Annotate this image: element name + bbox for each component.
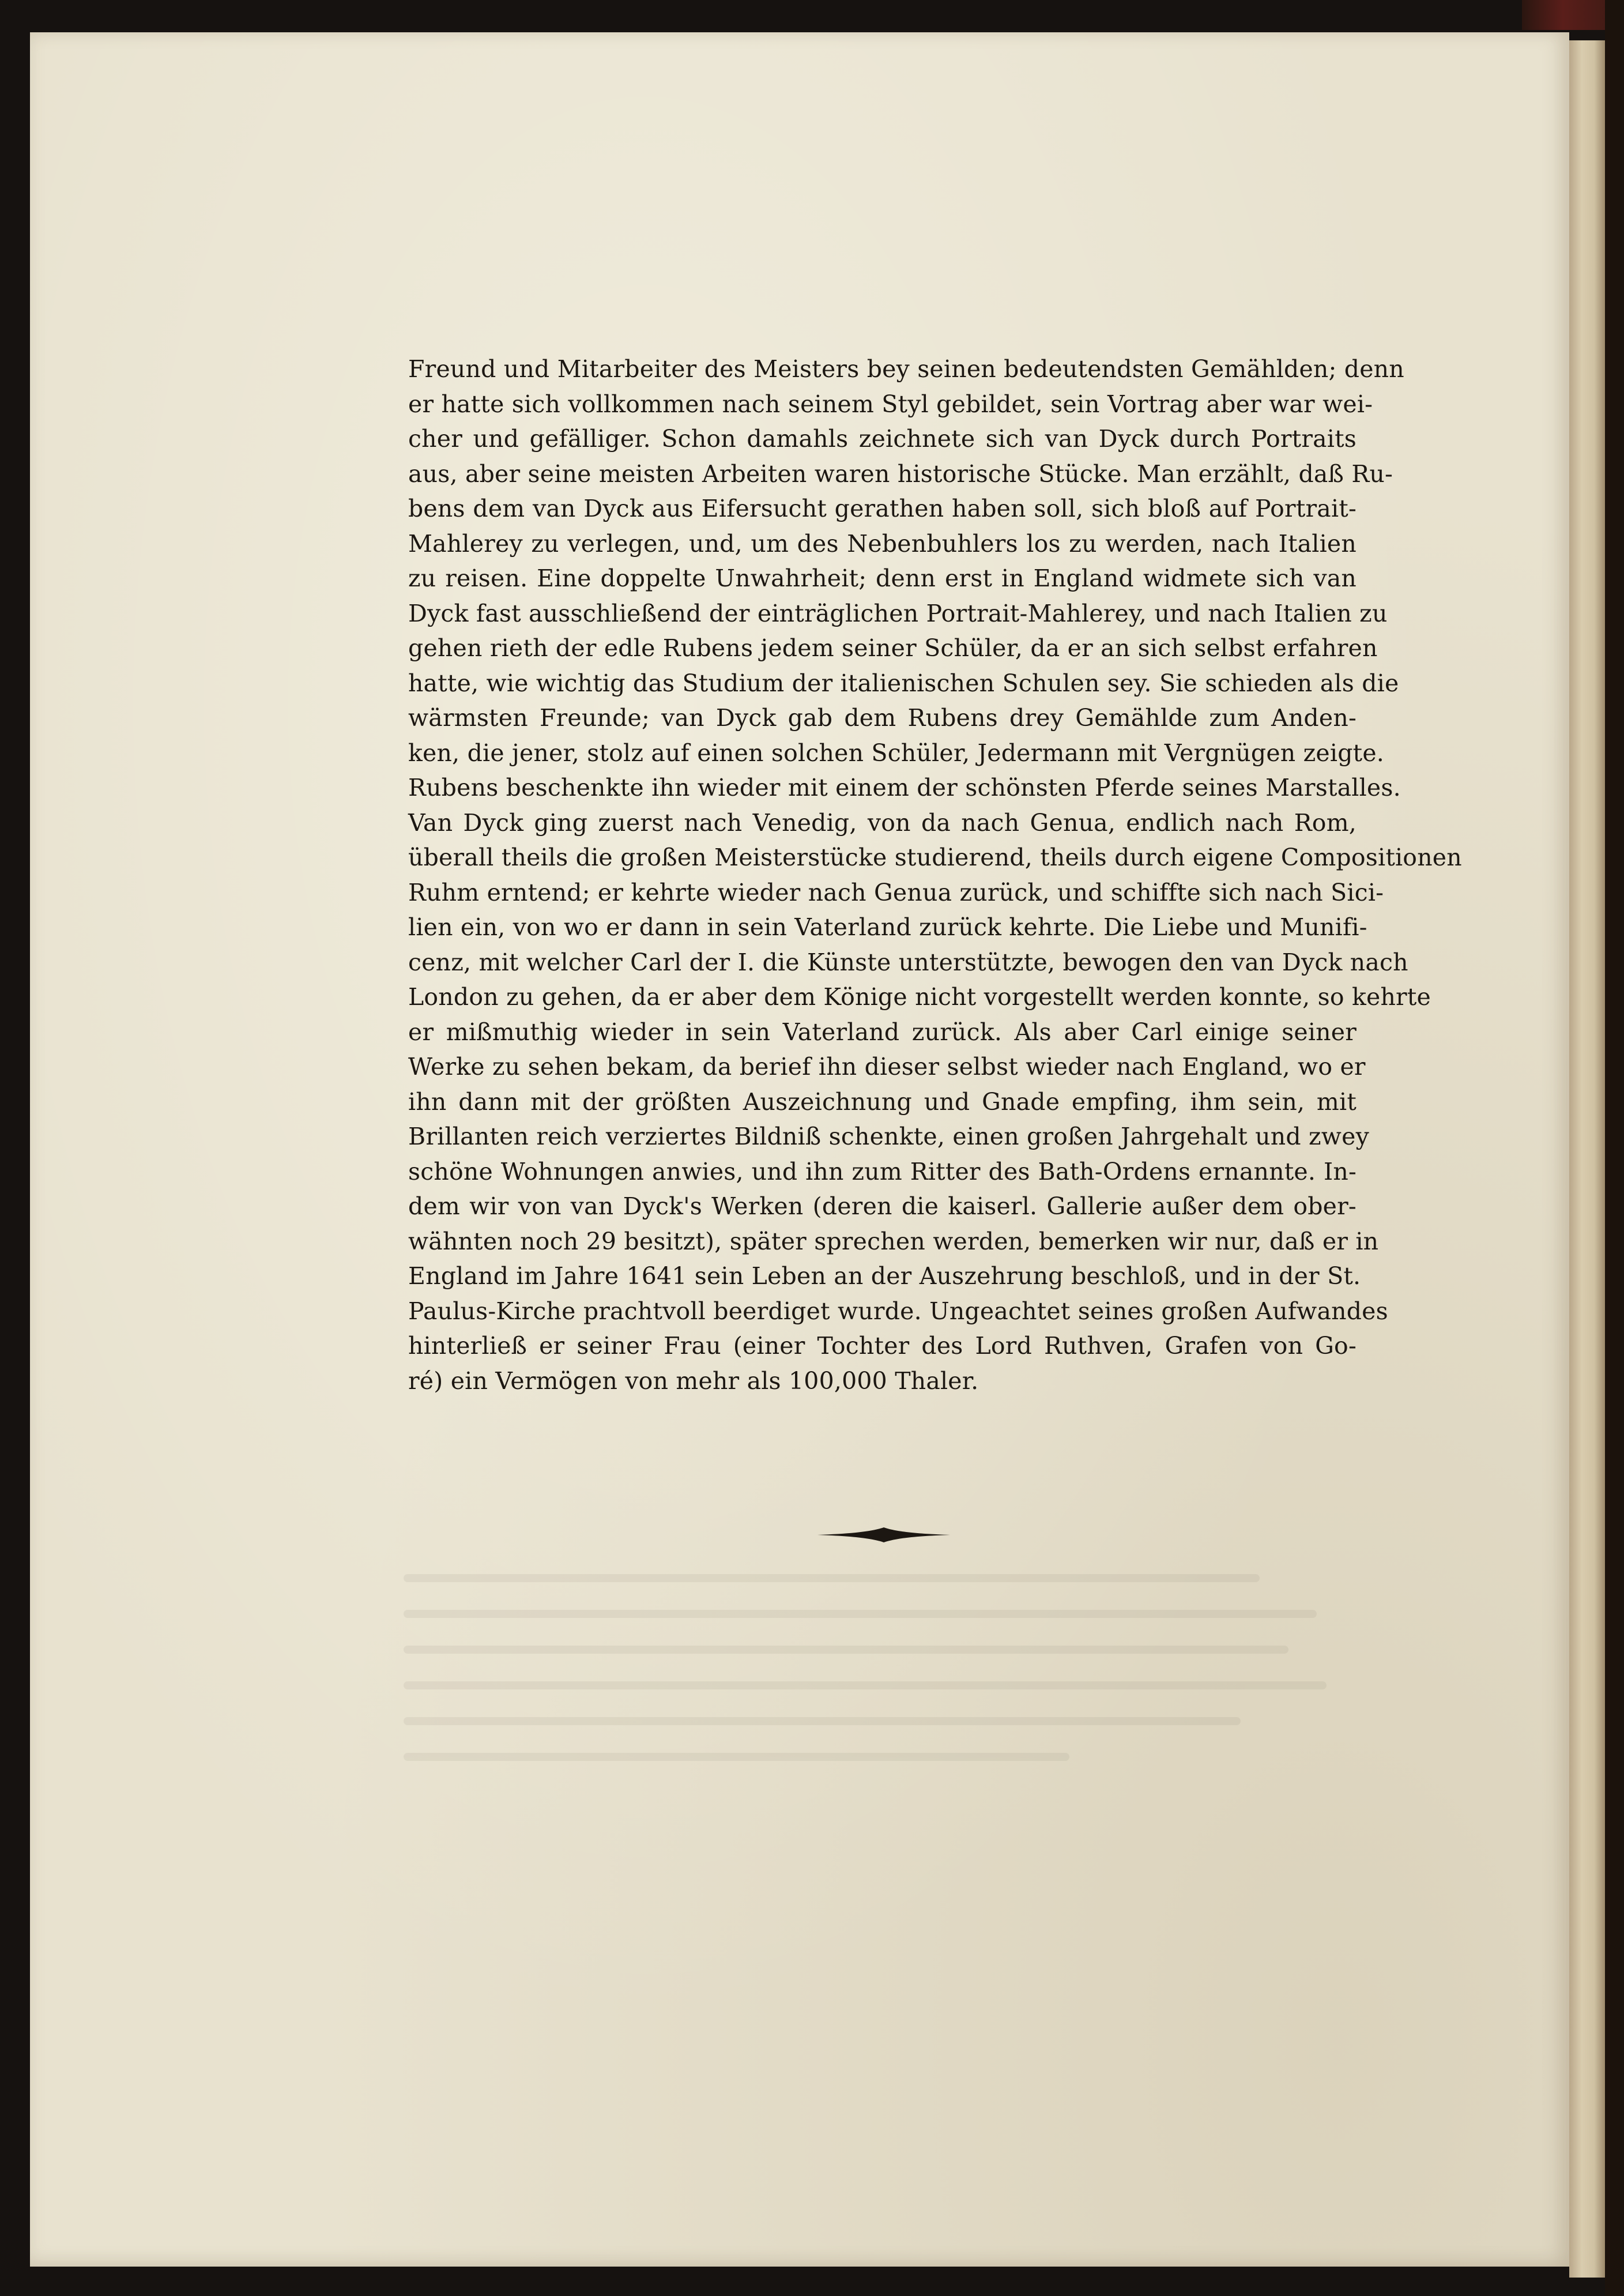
text-line: er mißmuthig wieder in sein Vaterland zurück. Als aber Carl einige seiner	[408, 1018, 1357, 1046]
text-line: er hatte sich vollkommen nach seinem Styl gebildet, sein Vortrag aber war wei-	[408, 390, 1373, 418]
text-line: Brillanten reich verziertes Bildniß schenkte, einen großen Jahrgehalt und zwey	[408, 1123, 1369, 1150]
text-line: London zu gehen, da er aber dem Könige nicht vorgestellt werden konnte, so kehrte	[408, 983, 1431, 1011]
text-line: Dyck fast ausschließend der einträglichen Portrait-Mahlerey, und nach Italien zu	[408, 599, 1388, 627]
text-line: bens dem van Dyck aus Eifersucht gerathen haben soll, sich bloß auf Portrait-	[408, 495, 1357, 522]
text-line: gehen rieth der edle Rubens jedem seiner Schüler, da er an sich selbst erfahren	[408, 634, 1378, 662]
text-line: cenz, mit welcher Carl der I. die Künste unterstützte, bewogen den van Dyck nach	[408, 948, 1408, 976]
text-line: hatte, wie wichtig das Studium der italienischen Schulen sey. Sie schieden als die	[408, 669, 1399, 697]
tailpiece-ornament-icon	[817, 1525, 950, 1545]
text-line: schöne Wohnungen anwies, und ihn zum Ritter des Bath-Ordens ernannte. In-	[408, 1157, 1357, 1185]
text-line: wärmsten Freunde; van Dyck gab dem Rubens drey Gemählde zum Anden-	[408, 704, 1357, 732]
text-line: Paulus-Kirche prachtvoll beerdiget wurde. Ungeachtet seines großen Aufwandes	[408, 1297, 1388, 1325]
next-page-edge	[1569, 40, 1605, 2278]
text-line: England im Jahre 1641 sein Leben an der Auszehrung beschloß, und in der St.	[408, 1262, 1361, 1290]
text-line: ken, die jener, stolz auf einen solchen Schüler, Jedermann mit Vergnügen zeigte.	[408, 739, 1385, 767]
text-line: Rubens beschenkte ihn wieder mit einem der schönsten Pferde seines Marstalles.	[408, 774, 1401, 801]
text-line: Van Dyck ging zuerst nach Venedig, von da nach Genua, endlich nach Rom,	[408, 808, 1357, 837]
text-line: lien ein, von wo er dann in sein Vaterland zurück kehrte. Die Liebe und Munifi-	[408, 913, 1367, 941]
text-line: dem wir von van Dyck's Werken (deren die kaiserl. Gallerie außer dem ober-	[408, 1192, 1357, 1220]
text-line-last: ré) ein Vermögen von mehr als 100,000 Thaler.	[408, 1367, 979, 1395]
text-line: aus, aber seine meisten Arbeiten waren historische Stücke. Man erzählt, daß Ru-	[408, 460, 1393, 488]
text-line: Freund und Mitarbeiter des Meisters bey seinen bedeutendsten Gemählden; denn	[408, 355, 1404, 383]
paragraph	[408, 352, 1462, 1398]
text-line: überall theils die großen Meisterstücke studierend, theils durch eigene Compositionen	[408, 844, 1462, 871]
text-line: Ruhm erntend; er kehrte wieder nach Genua zurück, und schiffte sich nach Sici-	[408, 878, 1384, 906]
text-line: wähnten noch 29 besitzt), später sprechen werden, bemerken wir nur, daß er in	[408, 1227, 1379, 1255]
text-line: zu reisen. Eine doppelte Unwahrheit; denn erst in England widmete sich van	[408, 564, 1357, 592]
text-line: cher und gefälliger. Schon damahls zeichnete sich van Dyck durch Portraits	[408, 425, 1357, 453]
text-line: Werke zu sehen bekam, da berief ihn dieser selbst wieder nach England, wo er	[408, 1053, 1366, 1081]
text-line: hinterließ er seiner Frau (einer Tochter des Lord Ruthven, Grafen von Go-	[408, 1332, 1357, 1360]
show-through-bleed	[404, 1574, 1355, 1828]
book-binding	[1605, 0, 1624, 2296]
text-line: Mahlerey zu verlegen, und, um des Nebenbuhlers los zu werden, nach Italien	[408, 529, 1357, 558]
text-line: ihn dann mit der größten Auszeichnung und Gnade empfing, ihm sein, mit	[408, 1087, 1357, 1116]
